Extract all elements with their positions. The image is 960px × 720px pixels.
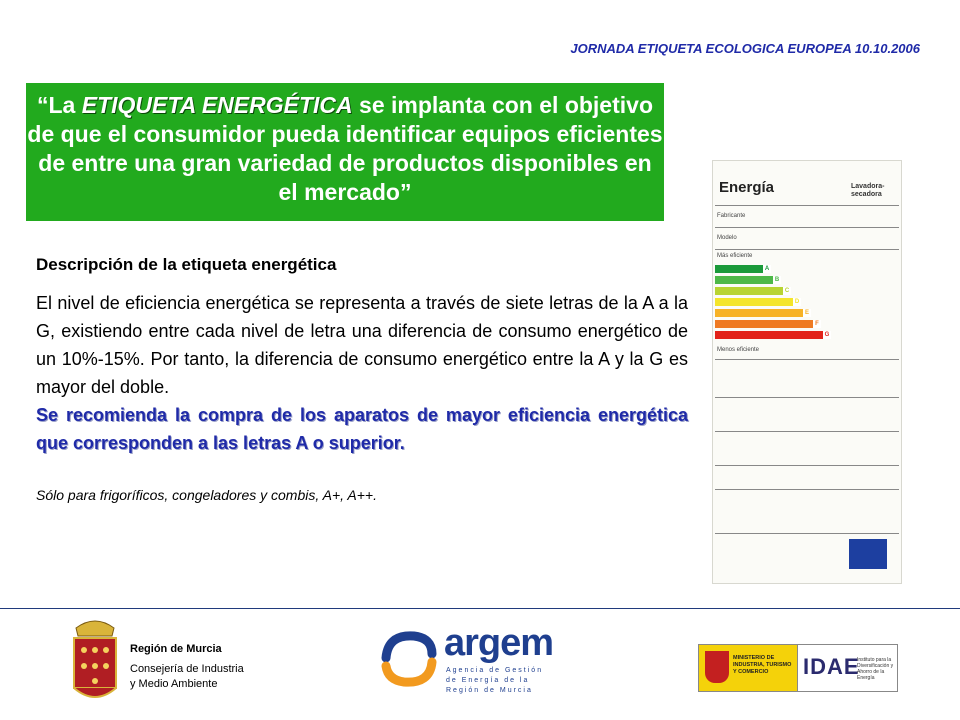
energy-class-bar [715, 309, 811, 317]
argem-logo [378, 622, 554, 698]
callout-text: se implanta con el objetivo de que el consumidor pueda identificar equipos eficientes de entre una gran variedad de productos disponibles en el mercado” [27, 92, 663, 205]
idae-subtitle: Instituto para la Diversificación y Ahorro de la Energía [857, 657, 894, 681]
energy-class-bar [715, 320, 821, 328]
label-least-efficient: Menos eficiente [717, 347, 760, 353]
description-paragraph: El nivel de eficiencia energética se representa a través de siete letras de la A a la G, existiendo entre cada nivel de letra una diferencia de consumo energético de un 10%-15%. Por tanto, la diferencia de consumo energético entre la A y la G es mayor del doble. [36, 293, 688, 397]
energy-label-image [712, 160, 902, 584]
footer-divider [0, 608, 960, 609]
ministry-idae-logo [698, 644, 898, 692]
murcia-crest-icon [66, 618, 124, 700]
label-divider [715, 465, 899, 466]
region-department: Consejería de Industria y Medio Ambiente [130, 663, 244, 690]
argem-subtitle: Agencia de Gestión de Energía de la Región de Murcia [446, 667, 544, 694]
label-field-model: Modelo [717, 235, 737, 241]
description-section [36, 255, 688, 503]
ministry-name: MINISTERIO DE INDUSTRIA, TURISMO Y COMERCIO [733, 655, 792, 675]
energy-label-appliance: Lavadora-secadora [851, 183, 885, 198]
label-divider [715, 431, 899, 432]
argem-swirl-icon [378, 628, 440, 690]
label-most-efficient: Más eficiente [717, 253, 753, 259]
label-divider [715, 359, 899, 360]
label-divider [715, 489, 899, 490]
callout-highlight: ETIQUETA ENERGÉTICA [81, 92, 353, 118]
event-title: JORNADA ETIQUETA ECOLOGICA EUROPEA 10.10.2006 [570, 41, 920, 56]
energy-class-bar [715, 265, 771, 273]
energy-class-bar [715, 298, 801, 306]
energy-class-letter: F [813, 320, 821, 328]
energy-class-letter: G [824, 332, 830, 338]
argem-name: argem [444, 622, 554, 664]
region-name: Región de Murcia [130, 643, 222, 655]
label-divider [715, 397, 899, 398]
label-divider [715, 533, 899, 534]
callout-open: “La [37, 92, 82, 118]
energy-class-letter: A [764, 266, 770, 272]
ministry-block [699, 645, 798, 691]
label-field-manufacturer: Fabricante [717, 213, 746, 219]
energy-class-letter: B [774, 277, 780, 283]
recommendation-text: Se recomienda la compra de los aparatos de mayor eficiencia energética que corresponden a las letras A o superior. [36, 405, 688, 453]
spain-shield-icon [705, 651, 729, 683]
section-heading: Descripción de la etiqueta energética [36, 255, 337, 274]
energy-class-bar [715, 287, 791, 295]
label-divider [715, 249, 899, 250]
label-divider [715, 205, 899, 206]
energy-class-bar [715, 331, 831, 339]
idae-name: IDAE [803, 654, 860, 679]
footnote: Sólo para frigoríficos, congeladores y combis, A+, A++. [36, 487, 377, 503]
energy-label-title: Energía [719, 179, 775, 196]
energy-class-letter: C [784, 288, 790, 294]
energy-class-letter: D [794, 299, 800, 305]
quote-callout [26, 83, 664, 221]
eu-flag-icon [849, 539, 887, 569]
energy-class-bar [715, 276, 781, 284]
energy-class-letter: E [804, 310, 809, 316]
label-divider [715, 227, 899, 228]
